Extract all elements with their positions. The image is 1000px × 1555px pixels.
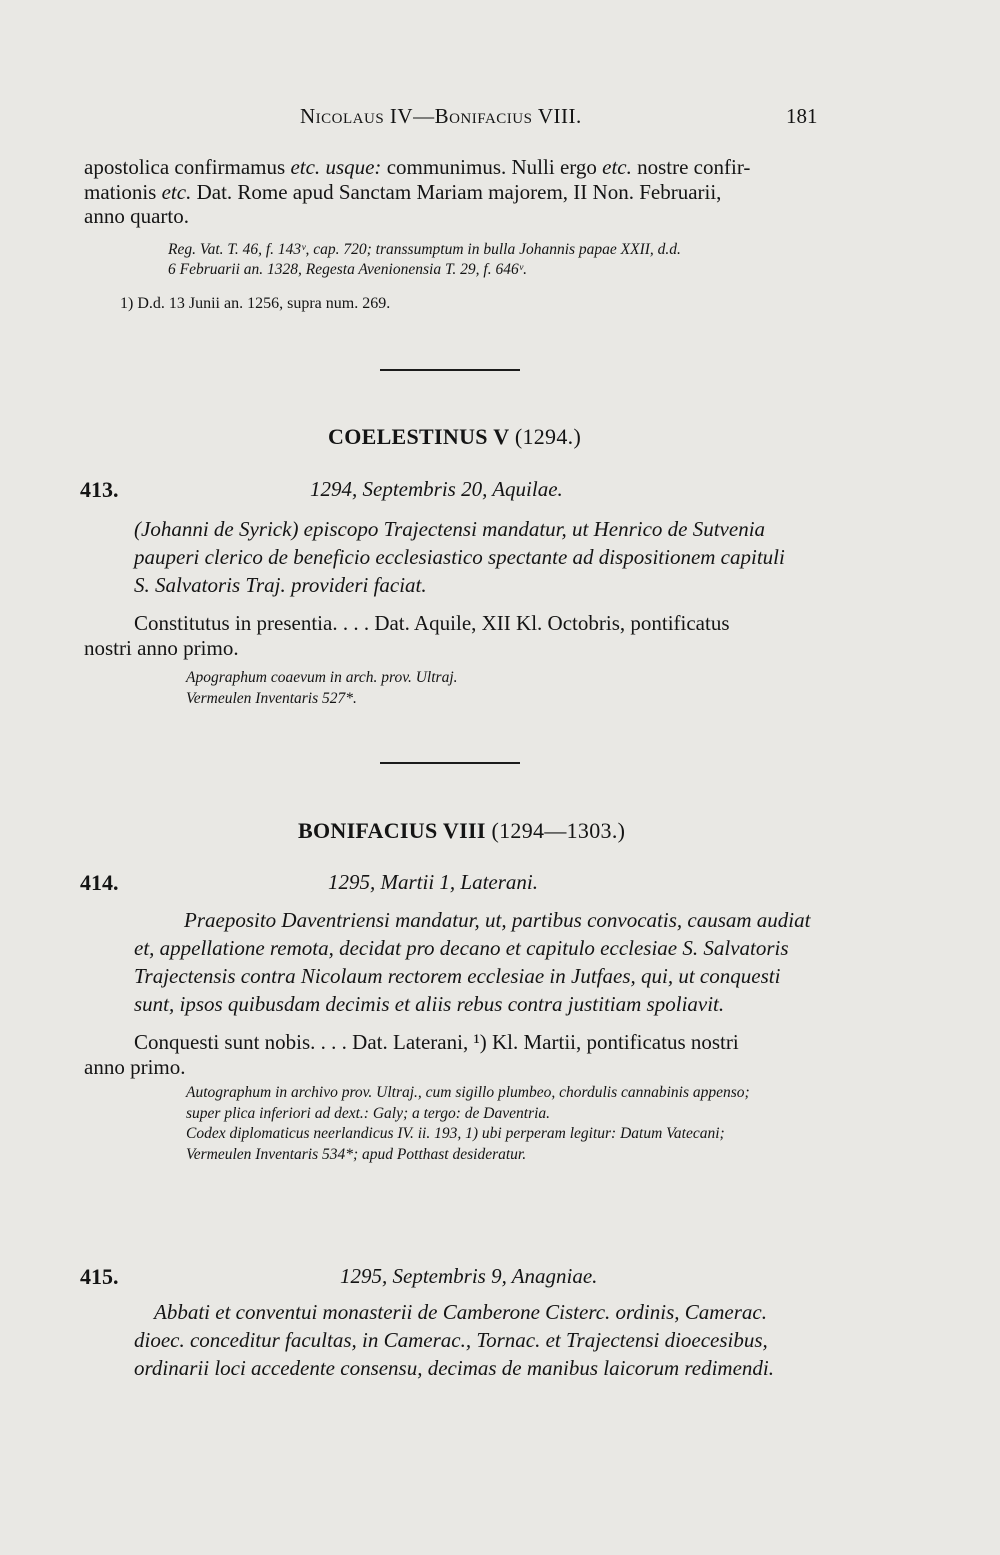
text-run: Dat. Rome apud Sanctam Mariam majorem, II Non. Februarii, <box>191 179 722 204</box>
entry-date: 1295, Septembris 9, Anagniae. <box>340 1264 598 1288</box>
section-divider <box>380 762 520 764</box>
summary-line: Trajectensis contra Nicolaum rectorem ecclesiae in Jutfaes, qui, ut conquesti <box>134 964 781 988</box>
running-title: Nicolaus IV—Bonifacius VIII. <box>300 104 582 128</box>
entry-date: 1295, Martii 1, Laterani. <box>328 870 539 894</box>
summary-line: sunt, ipsos quibusdam decimis et aliis rebus contra justitiam spoliavit. <box>134 992 725 1016</box>
entry-number: 415. <box>80 1264 119 1289</box>
entry-text <box>84 611 826 661</box>
section-divider <box>380 369 520 371</box>
text-run: nostre confir- <box>631 155 751 179</box>
text-line: Conquesti sunt nobis. . . . Dat. Laterani, ¹) Kl. Martii, pontificatus nostri <box>134 1030 739 1054</box>
summary-line: dioec. conceditur facultas, in Camerac., Tornac. et Trajectensi dioecesibus, <box>134 1328 768 1352</box>
entry-number: 413. <box>80 477 119 502</box>
summary-line: S. Salvatoris Traj. provideri faciat. <box>134 573 427 597</box>
source-line: Autographum in archivo prov. Ultraj., cum sigillo plumbeo, chordulis cannabinis appenso; <box>186 1084 750 1101</box>
summary-line: pauperi clerico de beneficio ecclesiastico spectante ad dispositionem capituli <box>134 545 785 569</box>
summary-line: Abbati et conventui monasterii de Camberone Cisterc. ordinis, Camerac. <box>154 1300 767 1324</box>
summary-line: ordinarii loci accedente consensu, decimas de manibus laicorum redimendi. <box>134 1356 774 1380</box>
source-line: Apographum coaevum in arch. prov. Ultraj. <box>186 669 458 686</box>
pope-name: COELESTINUS V <box>328 424 509 449</box>
text-run: etc. <box>290 155 321 179</box>
summary-line: Praeposito Daventriensi mandatur, ut, partibus convocatis, causam audiat <box>184 908 811 932</box>
entry-summary <box>134 1298 826 1382</box>
source-line: Vermeulen Inventaris 534*; apud Potthast desideratur. <box>186 1145 527 1163</box>
entry-sources <box>186 1083 826 1165</box>
section-heading <box>298 818 625 844</box>
entry-date: 1294, Septembris 20, Aquilae. <box>310 477 563 501</box>
footnote: 1) D.d. 13 Junii an. 1256, supra num. 269. <box>120 295 391 312</box>
summary-line: et, appellatione remota, decidat pro decano et capitulo ecclesiae S. Salvatoris <box>134 936 789 960</box>
text-line: Constitutus in presentia. . . . Dat. Aquile, XII Kl. Octobris, pontificatus <box>134 611 730 635</box>
pontificate-years: (1294.) <box>514 424 582 449</box>
continuation-line-2 <box>84 180 824 205</box>
page-number: 181 <box>786 104 818 128</box>
source-line: Vermeulen Inventaris 527*. <box>186 689 357 707</box>
text-run: usque: <box>325 155 382 179</box>
text-line: nostri anno primo. <box>84 636 239 660</box>
continuation-line-1 <box>84 155 824 180</box>
pope-name: BONIFACIUS VIII <box>298 818 486 843</box>
source-line: Codex diplomaticus neerlandicus IV. ii. 193, 1) ubi perperam legitur: Datum Vatecani; <box>186 1125 725 1142</box>
continuation-paragraph <box>84 155 824 229</box>
entry-sources <box>186 668 458 709</box>
text-run: etc. <box>602 155 632 179</box>
source-line: 6 Februarii an. 1328, Regesta Avenionensia T. 29, f. 646ᵛ. <box>168 261 527 278</box>
text-run: apostolica confirmamus <box>84 155 291 179</box>
pontificate-years: (1294—1303.) <box>491 818 626 843</box>
entry-summary <box>134 515 826 599</box>
source-line: Reg. Vat. T. 46, f. 143ᵛ, cap. 720; transsumptum in bulla Johannis papae XXII, d.d. <box>168 241 681 258</box>
source-line: super plica inferiori ad dext.: Galy; a tergo: de Daventria. <box>186 1104 551 1122</box>
text-run: mationis <box>84 179 162 204</box>
text-line: anno primo. <box>84 1055 186 1079</box>
entry-summary <box>134 906 826 1018</box>
entry-number: 414. <box>80 870 119 895</box>
source-note-opening <box>168 240 828 280</box>
continuation-line-3: anno quarto. <box>84 204 189 228</box>
text-run: communimus. Nulli ergo <box>381 155 603 179</box>
section-heading <box>328 424 581 450</box>
text-run: etc. <box>161 179 192 204</box>
entry-text <box>84 1030 826 1080</box>
summary-line: (Johanni de Syrick) episcopo Trajectensi mandatur, ut Henrico de Sutvenia <box>134 517 766 541</box>
